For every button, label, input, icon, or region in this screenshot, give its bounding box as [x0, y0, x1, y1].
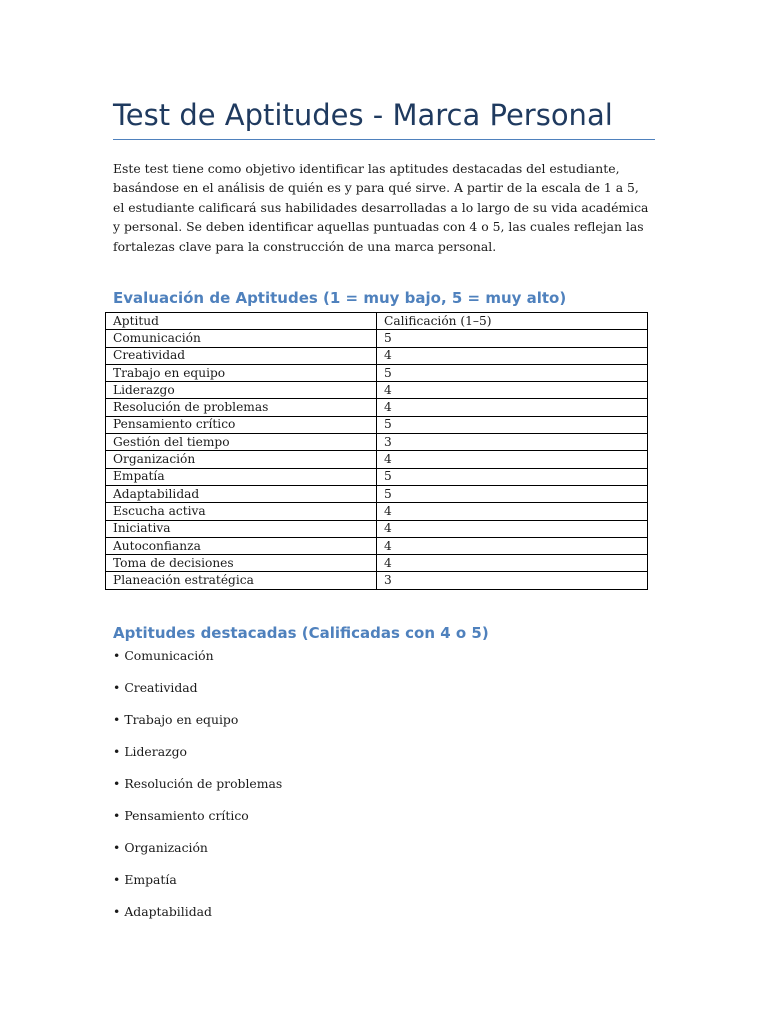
table-row — [106, 347, 648, 364]
calificacion-cell: 5 — [377, 330, 648, 347]
table-row — [106, 364, 648, 381]
bullet-icon: • — [113, 808, 121, 823]
list-item — [113, 902, 282, 934]
aptitudes-table — [105, 312, 648, 590]
aptitudes-table-body — [106, 330, 648, 589]
table-row — [106, 434, 648, 451]
table-row — [106, 451, 648, 468]
aptitud-cell: Toma de decisiones — [106, 555, 377, 572]
aptitud-cell: Creatividad — [106, 347, 377, 364]
list-item-label: Pensamiento crítico — [124, 808, 249, 823]
featured-heading: Aptitudes destacadas (Calificadas con 4 o 5) — [113, 624, 489, 642]
calificacion-cell: 4 — [377, 451, 648, 468]
bullet-icon: • — [113, 744, 121, 759]
table-header-row — [106, 313, 648, 330]
table-row — [106, 485, 648, 502]
table-row — [106, 468, 648, 485]
calificacion-cell: 5 — [377, 416, 648, 433]
list-item-label: Resolución de problemas — [124, 776, 283, 791]
list-item-label: Liderazgo — [124, 744, 187, 759]
aptitud-cell: Organización — [106, 451, 377, 468]
aptitud-cell: Resolución de problemas — [106, 399, 377, 416]
evaluation-heading: Evaluación de Aptitudes (1 = muy bajo, 5 = muy alto) — [113, 289, 567, 307]
calificacion-cell: 5 — [377, 485, 648, 502]
list-item — [113, 774, 282, 806]
table-row — [106, 399, 648, 416]
aptitud-cell: Trabajo en equipo — [106, 364, 377, 381]
list-item — [113, 870, 282, 902]
table-row — [106, 572, 648, 589]
calificacion-cell: 4 — [377, 399, 648, 416]
list-item-label: Creatividad — [124, 680, 198, 695]
calificacion-cell: 4 — [377, 555, 648, 572]
table-row — [106, 537, 648, 554]
aptitud-cell: Pensamiento crítico — [106, 416, 377, 433]
aptitud-cell: Comunicación — [106, 330, 377, 347]
list-item-label: Comunicación — [124, 648, 214, 663]
aptitud-cell: Gestión del tiempo — [106, 434, 377, 451]
aptitud-cell: Escucha activa — [106, 503, 377, 520]
title-divider — [113, 139, 655, 140]
list-item-label: Empatía — [124, 872, 177, 887]
list-item — [113, 838, 282, 870]
table-row — [106, 330, 648, 347]
list-item-label: Organización — [124, 840, 208, 855]
table-row — [106, 555, 648, 572]
list-item — [113, 678, 282, 710]
aptitud-cell: Iniciativa — [106, 520, 377, 537]
column-header-aptitud: Aptitud — [106, 313, 377, 330]
aptitud-cell: Liderazgo — [106, 382, 377, 399]
aptitud-cell: Planeación estratégica — [106, 572, 377, 589]
bullet-icon: • — [113, 776, 121, 791]
bullet-icon: • — [113, 840, 121, 855]
calificacion-cell: 4 — [377, 382, 648, 399]
calificacion-cell: 4 — [377, 537, 648, 554]
list-item — [113, 710, 282, 742]
bullet-icon: • — [113, 904, 121, 919]
table-row — [106, 520, 648, 537]
table-row — [106, 503, 648, 520]
calificacion-cell: 3 — [377, 434, 648, 451]
featured-aptitudes-list — [113, 646, 282, 934]
calificacion-cell: 4 — [377, 503, 648, 520]
list-item — [113, 742, 282, 774]
list-item-label: Trabajo en equipo — [124, 712, 239, 727]
column-header-calificacion: Calificación (1–5) — [377, 313, 648, 330]
document-title: Test de Aptitudes - Marca Personal — [113, 98, 613, 132]
aptitud-cell: Empatía — [106, 468, 377, 485]
bullet-icon: • — [113, 648, 121, 663]
list-item — [113, 646, 282, 678]
calificacion-cell: 4 — [377, 347, 648, 364]
bullet-icon: • — [113, 712, 121, 727]
table-row — [106, 382, 648, 399]
calificacion-cell: 4 — [377, 520, 648, 537]
bullet-icon: • — [113, 680, 121, 695]
aptitud-cell: Adaptabilidad — [106, 485, 377, 502]
calificacion-cell: 5 — [377, 468, 648, 485]
calificacion-cell: 3 — [377, 572, 648, 589]
table-row — [106, 416, 648, 433]
intro-paragraph: Este test tiene como objetivo identificar las aptitudes destacadas del estudiante, basándose en el análisis de quién es y para qué sirve. A partir de la escala de 1 a 5, el estudiante calificará sus habilidades desarrolladas a lo largo de su vida académica y personal. Se deben identificar aquellas puntuadas con 4 o 5, las cuales reflejan las fortalezas clave para la construcción de una marca personal. — [113, 161, 649, 254]
bullet-icon: • — [113, 872, 121, 887]
calificacion-cell: 5 — [377, 364, 648, 381]
list-item-label: Adaptabilidad — [124, 904, 212, 919]
aptitud-cell: Autoconfianza — [106, 537, 377, 554]
list-item — [113, 806, 282, 838]
